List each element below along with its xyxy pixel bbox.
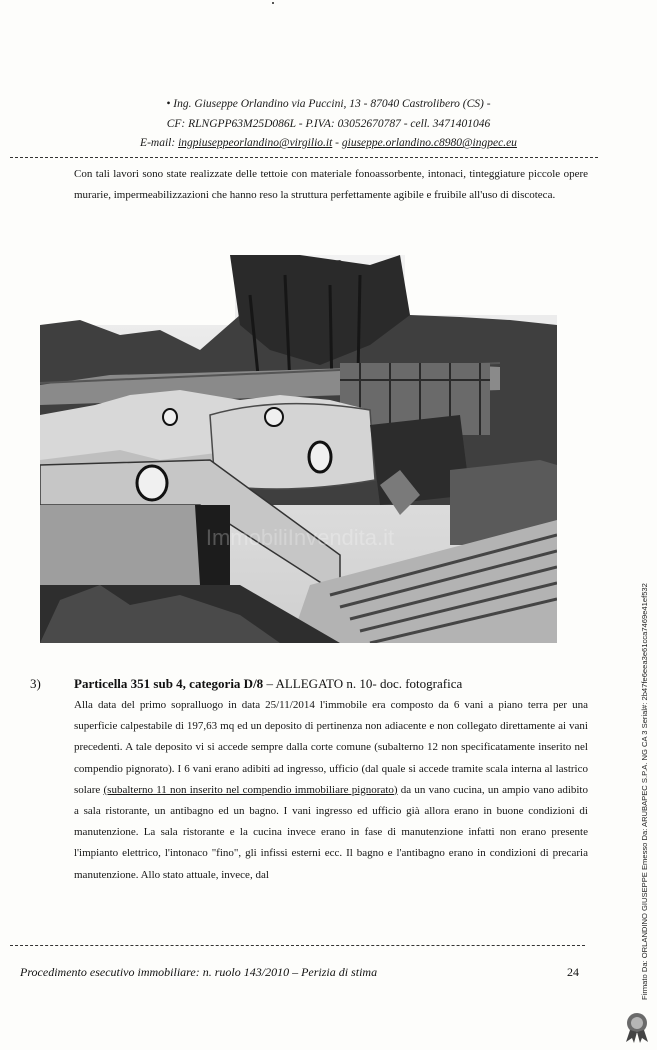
email-link-pec[interactable]: giuseppe.orlandino.c8980@ingpec.eu [341, 137, 517, 149]
page-number: 24 [567, 965, 579, 979]
letterhead-tax-ids: CF: RLNGPP63M25D086L - P.IVA: 03052670787 - cell. 3471401046 [166, 118, 491, 130]
letterhead-address: • Ing. Giuseppe Orlandino via Puccini, 13 - 87040 Castrolibero (CS) - [166, 98, 491, 110]
building-photo-graphic [40, 255, 557, 643]
section-title-rest: – ALLEGATO n. 10- doc. fotografica [263, 676, 463, 691]
section-body-text-1: Alla data del primo sopralluogo in data 25/11/2014 l'immobile era composto da 6 vani a piano terra per una superficie calpestabile di 197,63 mq ed un deposito di pertinenza non adiacente e non collegato direttamente ai vani precedenti. A tale deposito vi si accede sempre dalla corte comune (subalterno 12 non specificatamente inserito nel compendio pignorato). I 6 vani erano adibiti ad ingresso, ufficio (dal quale si accede tramite scala interna al lastrico solare [74, 699, 588, 796]
section-number: 3) [30, 676, 41, 691]
letterhead-email [0, 137, 657, 149]
email-label: E-mail: [140, 137, 179, 149]
header-divider [10, 157, 598, 158]
building-photo [40, 255, 557, 643]
intro-paragraph: Con tali lavori sono state realizzate delle tettoie con materiale fonoassorbente, intonaci, tinteggiature piccole opere murarie, impermeabilizzazioni che hanno reso la struttura perfettamente agibile e fruibile all'uso di discoteca. [74, 168, 588, 202]
section-body-text-2: da un vano cucina, un ampio vano adibito a sala ristorante, un antibagno ed un bagno. I vani ingresso ed ufficio già allora erano in buone condizioni di manutenzione. La sala ristorante e la cucina invece erano in fase di manutenzione infatti non erano presente l'impianto elettrico, l'intonaco "fino", gli infissi esterni ecc. Il bagno e l'antibagno erano in condizioni di precaria manutenzione. Allo stato attuale, invece, dal [74, 783, 588, 881]
seal-icon [622, 1010, 652, 1044]
section-body-underlined: (subalterno 11 non inserito nel compendio immobiliare pignorato) [103, 783, 398, 796]
email-link-primary[interactable]: ingpiuseppeorlandino@virgilio.it [178, 137, 333, 149]
footer-text: Procedimento esecutivo immobiliare: n. ruolo 143/2010 – Perizia di stima [20, 965, 378, 979]
section-body [74, 695, 588, 886]
section-title [74, 676, 462, 692]
scan-speck [272, 2, 274, 4]
photo-watermark: ImmobiliInvendita.it [205, 525, 395, 550]
digital-signature-stamp: Firmato Da: ORLANDINO GIUSEPPE Emesso Da: ARUBAPEC S.P.A. NG CA 3 Serial#: 2b47fe6eea3e61cca7469e41ef532 [640, 583, 649, 1000]
section-title-bold: Particella 351 sub 4, categoria D/8 [74, 676, 264, 691]
footer-divider [10, 945, 585, 946]
email-separator: - [332, 137, 342, 149]
